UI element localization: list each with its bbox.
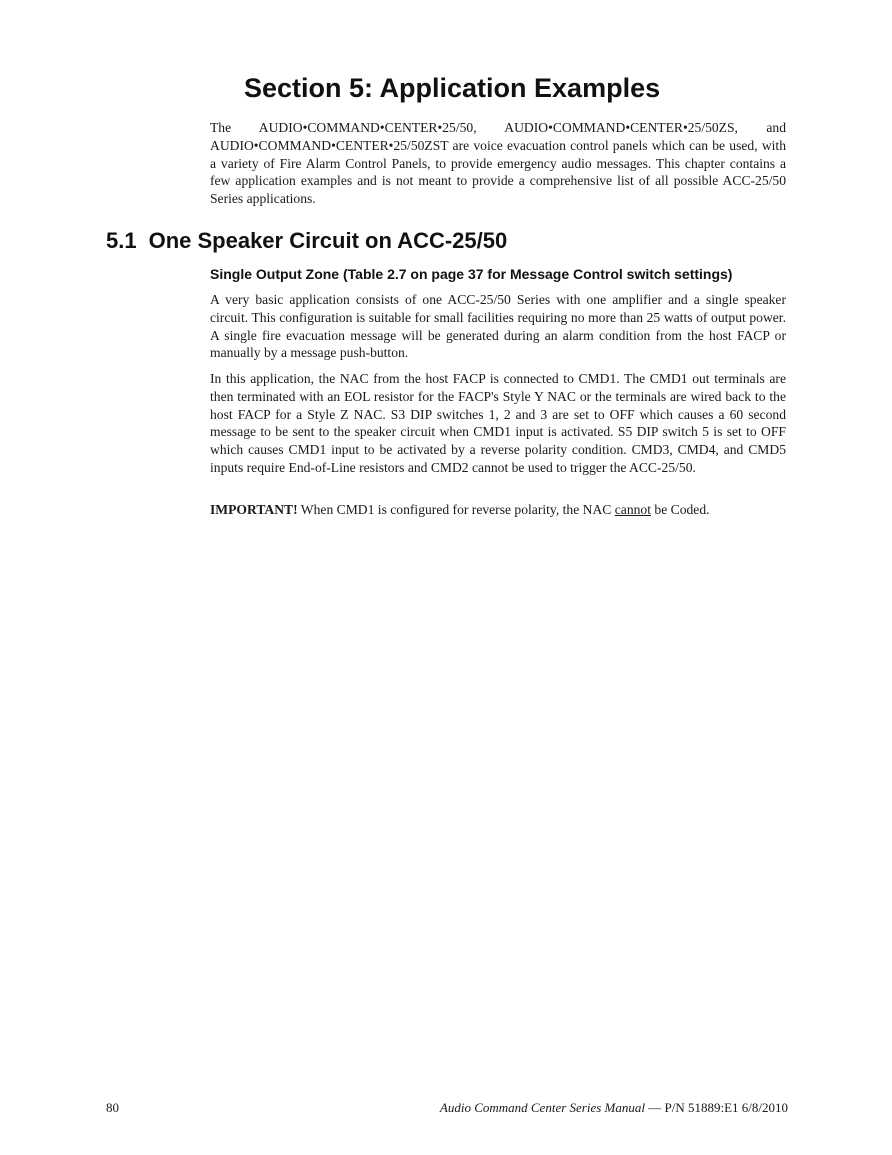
footer-document-info [440, 1100, 788, 1116]
body-paragraph: In this application, the NAC from the host FACP is connected to CMD1. The CMD1 out terminals are then terminated with an EOL resistor for the FACP's Style Y NAC or the terminals are wired back to the host FACP for a Style Z NAC. S3 DIP switches 1, 2 and 3 are set to OFF which causes a 60 second message to be sent to the speaker circuit when CMD1 input is activated. S5 DIP switch 5 is set to OFF which causes CMD1 input to be activated by a reverse polarity condition. CMD3, CMD4, and CMD5 inputs require End-of-Line resistors and CMD2 cannot be used to trigger the ACC-25/50. [210, 371, 786, 475]
subsection-number: 5.1 [106, 228, 137, 253]
subsection-heading [106, 226, 507, 256]
footer-page-number: 80 [106, 1100, 119, 1115]
intro-block [210, 119, 786, 208]
subsection-subheading: Single Output Zone (Table 2.7 on page 37 for Message Control switch settings) [210, 266, 733, 282]
important-emphasis: cannot [614, 502, 651, 517]
body-paragraph: A very basic application consists of one ACC-25/50 Series with one amplifier and a single speaker circuit. This configuration is suitable for small facilities requiring no more than 25 watts of output power. A single fire evacuation message will be generated during an alarm condition from the host FACP or manually by a message push-button. [210, 292, 786, 361]
footer-doc-title: Audio Command Center Series Manual [439, 1100, 645, 1115]
important-text-after: be Coded. [651, 502, 710, 517]
paragraph-block-2 [210, 370, 786, 477]
paragraph-block-1 [210, 291, 786, 362]
important-label: IMPORTANT! [210, 502, 298, 517]
important-note [210, 501, 786, 519]
subsection-title: One Speaker Circuit on ACC-25/50 [148, 228, 508, 253]
section-title: Section 5: Application Examples [244, 73, 661, 103]
intro-paragraph: The AUDIO•COMMAND•CENTER•25/50, AUDIO•COMMAND•CENTER•25/50ZS, and AUDIO•COMMAND•CENTER•25/50ZST are voice evacuation control panels which can be used, with a variety of Fire Alarm Control Panels, to provide emergency audio messages. This chapter contains a few application examples and is not meant to provide a comprehensive list of all possible ACC-25/50 Series applications. [210, 120, 786, 207]
important-text-before: When CMD1 is configured for reverse polarity, the NAC [297, 502, 615, 517]
footer-doc-ref: — P/N 51889:E1 6/8/2010 [644, 1100, 788, 1115]
important-note-block [210, 501, 786, 519]
